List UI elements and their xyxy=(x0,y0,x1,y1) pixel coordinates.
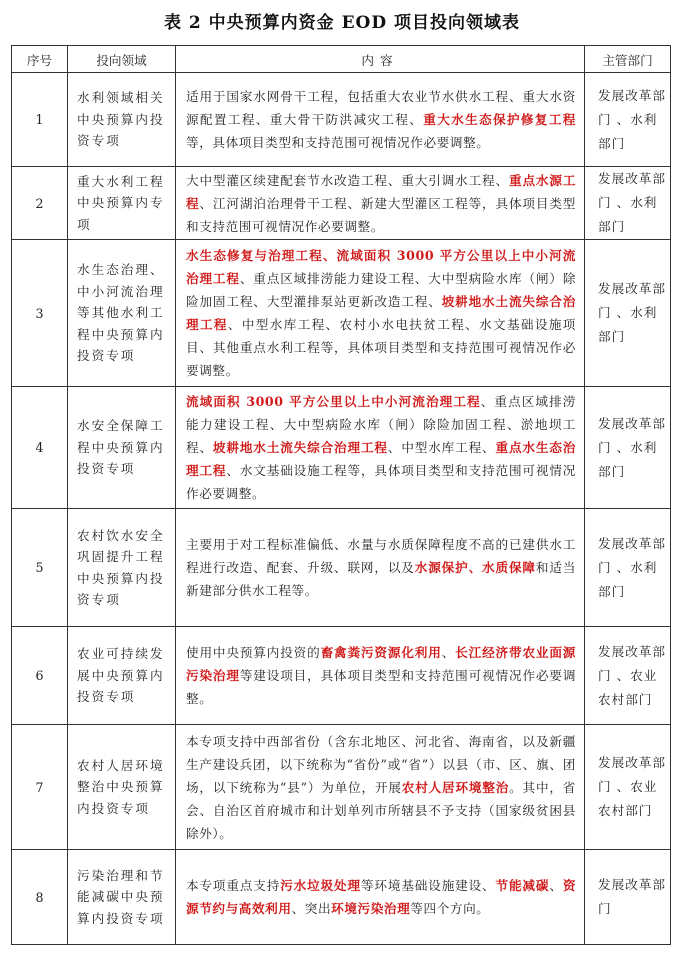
row-content xyxy=(176,167,585,240)
highlighted-text: 重大水生态保护修复工程 xyxy=(423,112,576,127)
content-text: 使用中央预算内投资的 xyxy=(186,645,321,660)
content-text: 等环境基础设施建设、 xyxy=(360,878,496,893)
highlighted-text: 节能减碳 xyxy=(495,878,550,893)
row-dept: 发展改革部门 、水利部门 xyxy=(585,73,671,167)
row-area: 水生态治理、中小河流治理等其他水利工程中央预算内投资专项 xyxy=(68,240,176,387)
row-area: 水安全保障工程中央预算内投资专项 xyxy=(68,387,176,509)
row-content xyxy=(176,240,585,387)
header-area: 投向领域 xyxy=(68,46,176,73)
content-text: 大中型灌区续建配套节水改造工程、重大引调水工程、 xyxy=(186,172,509,188)
row-content xyxy=(176,627,585,725)
row-seq: 4 xyxy=(12,387,68,509)
content-text: 。其中，省会、自治区首府城市和计划单列市所辖县不予支持（国家级贫困县除外）。 xyxy=(186,779,577,841)
eod-investment-table xyxy=(11,45,671,945)
highlighted-text: 水源保护、水质保障 xyxy=(414,560,536,575)
row-seq: 8 xyxy=(12,850,68,945)
table-row xyxy=(12,850,671,945)
row-area: 水利领域相关中央预算内投资专项 xyxy=(68,73,176,167)
table-row xyxy=(12,725,671,850)
row-content xyxy=(176,73,585,167)
row-content xyxy=(176,509,585,627)
highlighted-text: 坡耕地水土流失综合治理工程 xyxy=(212,440,388,455)
row-seq: 1 xyxy=(12,73,68,167)
table-title: 表 2 中央预算内资金 EOD 项目投向领域表 xyxy=(163,13,520,33)
content-text: 、 xyxy=(549,878,563,893)
highlighted-text: 资源节约与高效利用 xyxy=(186,878,577,916)
table-row xyxy=(12,387,671,509)
row-area: 农村人居环境整治中央预算内投资专项 xyxy=(68,725,176,850)
content-text: 、江河湖泊治理骨干工程、新建大型灌区工程等，具体项目类型和支持范围可视情况作必要调整。 xyxy=(186,195,576,234)
content-text: 、突出 xyxy=(291,901,332,916)
row-content xyxy=(176,387,585,509)
header-seq: 序号 xyxy=(12,46,68,73)
row-area: 农村饮水安全巩固提升工程中央预算内投资专项 xyxy=(68,509,176,627)
content-text: 等，具体项目类型和支持范围可视情况作必要调整。 xyxy=(186,135,490,150)
header-dept: 主管部门 xyxy=(585,46,671,73)
row-content xyxy=(176,725,585,850)
table-body xyxy=(12,73,671,945)
table-row xyxy=(12,73,671,167)
row-seq: 2 xyxy=(12,167,68,240)
content-text: 、中型水库工程、 xyxy=(387,440,496,455)
row-dept: 发展改革部门 xyxy=(585,850,671,945)
row-seq: 7 xyxy=(12,725,68,850)
content-text: 、水文基础设施工程等，具体项目类型和支持范围可视情况作必要调整。 xyxy=(186,463,576,501)
table-row xyxy=(12,627,671,725)
table-header-row xyxy=(12,46,671,73)
table-row xyxy=(12,509,671,627)
header-content: 内容 xyxy=(176,46,585,73)
row-area: 农业可持续发展中央预算内投资专项 xyxy=(68,627,176,725)
content-text: 本专项重点支持 xyxy=(186,878,281,893)
content-text: 和适当新建部分供水工程等。 xyxy=(186,560,576,598)
highlighted-text: 污水垃圾处理 xyxy=(280,878,361,893)
highlighted-text: 水生态修复与治理工程、流域面积 3000 平方公里以上中小河流治理工程 xyxy=(186,248,576,286)
highlighted-text: 坡耕地水土流失综合治理工程 xyxy=(186,294,576,332)
content-text: 、 xyxy=(441,645,456,660)
row-area: 重大水利工程中央预算内专项 xyxy=(68,167,176,240)
row-dept: 发展改革部门 、农业农村部门 xyxy=(585,627,671,725)
row-seq: 6 xyxy=(12,627,68,725)
highlighted-text: 流域面积 3000 平方公里以上中小河流治理工程 xyxy=(186,394,481,409)
highlighted-text: 环境污染治理 xyxy=(331,901,411,916)
highlighted-text: 重点水生态治理工程 xyxy=(186,440,576,478)
content-text: 适用于国家水网骨干工程，包括重大农业节水供水工程、重大水资源配置工程、重大骨干防洪减灾工程、 xyxy=(186,89,576,127)
row-dept: 发展改革部门 、水利部门 xyxy=(585,167,671,240)
row-dept: 发展改革部门 、水利部门 xyxy=(585,509,671,627)
row-seq: 3 xyxy=(12,240,68,387)
content-text: 主要用于对工程标准偏低、水量与水质保障程度不高的已建供水工程进行改造、配套、升级、联网，以及 xyxy=(186,537,576,575)
content-text: 、重点区域排涝能力建设工程、大中型病险水库（闸）除险加固工程、淤地坝工程、 xyxy=(186,394,576,455)
row-seq: 5 xyxy=(12,509,68,627)
content-text: 、中型水库工程、农村小水电扶贫工程、水文基础设施项目、其他重点水利工程等，具体项目类型和支持范围可视情况作必要调整。 xyxy=(186,317,576,378)
table-row xyxy=(12,240,671,387)
content-text: 本专项支持中西部省份（含东北地区、河北省、海南省，以及新疆生产建设兵团，以下统称为“省份”或“省”）以县（市、区、旗、团场，以下统称为“县”）为单位，开展 xyxy=(186,733,576,795)
content-text: 、重点区域排涝能力建设工程、大中型病险水库（闸）除险加固工程、大型灌排泵站更新改造工程、 xyxy=(186,271,577,309)
highlighted-text: 重点水源工程 xyxy=(186,172,577,211)
content-text: 等建设项目，具体项目类型和支持范围可视情况作必要调整。 xyxy=(186,668,577,706)
row-dept: 发展改革部门 、农业农村部门 xyxy=(585,725,671,850)
row-area: 污染治理和节能减碳中央预算内投资专项 xyxy=(68,850,176,945)
highlighted-text: 畜禽粪污资源化利用 xyxy=(320,645,442,660)
row-dept: 发展改革部门 、水利部门 xyxy=(585,240,671,387)
table-row xyxy=(12,167,671,240)
highlighted-text: 农村人居环境整治 xyxy=(401,779,510,795)
highlighted-text: 长江经济带农业面源污染治理 xyxy=(186,645,577,683)
row-content xyxy=(176,850,585,945)
content-text: 等四个方向。 xyxy=(410,901,490,916)
row-dept: 发展改革部门 、水利部门 xyxy=(585,387,671,509)
